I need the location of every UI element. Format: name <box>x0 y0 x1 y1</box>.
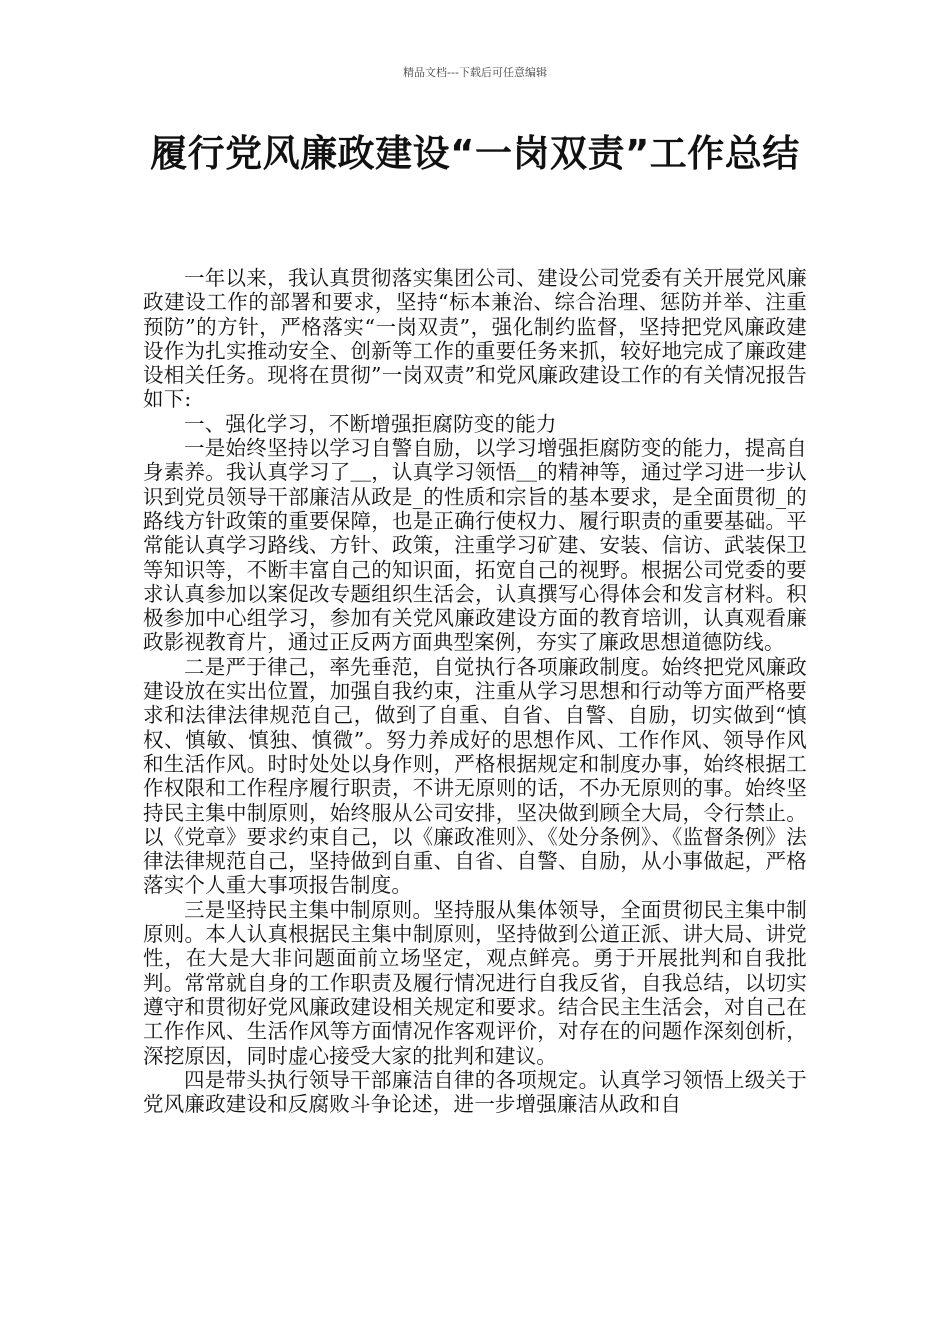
paragraph-point-2: 二是严于律己，率先垂范，自觉执行各项廉政制度。始终把党风廉政建设放在实出位置，加强自我约束，注重从学习思想和行动等方面严格要求和法律法律规范自己，做到了自重、自省、自警、自励，切实做到“慎权、慎敏、慎独、慎微”。努力养成好的思想作风、工作作风、领导作风和生活作风。时时处处以身作则，严格根据规定和制度办事，始终根据工作权限和工作程序履行职责，不讲无原则的话，不办无原则的事。始终坚持民主集中制原则，始终服从公司安排，坚决做到顾全大局，令行禁止。以《党章》要求约束自己，以《廉政准则》、《处分条例》、《监督条例》法律法律规范自己，坚持做到自重、自省、自警、自励，从小事做起，严格落实个人重大事项报告制度。 <box>143 654 807 898</box>
paragraph-point-3: 三是坚持民主集中制原则。坚持服从集体领导，全面贯彻民主集中制原则。本人认真根据民主集中制原则，坚持做到公道正派、讲大局、讲党性，在大是大非问题面前立场坚定，观点鲜亮。勇于开展批判和自我批判。常常就自身的工作职责及履行情况进行自我反省，自我总结，以切实遵守和贯彻好党风廉政建设相关规定和要求。结合民主生活会，对自己在工作作风、生活作风等方面情况作客观评价，对存在的问题作深刻创析，深挖原因，同时虚心接受大家的批判和建议。 <box>143 897 807 1068</box>
paragraph-point-1: 一是始终坚持以学习自警自励，以学习增强拒腐防变的能力，提高自身素养。我认真学习了＿，认真学习领悟＿的精神等，通过学习进一步认识到党员领导干部廉洁从政是_的性质和宗旨的基本要求，是全面贯彻_的路线方针政策的重要保障，也是正确行使权力、履行职责的重要基础。平常能认真学习路线、方针、政策，注重学习矿建、安装、信访、武装保卫等知识等，不断丰富自己的知识面，拓宽自己的视野。根据公司党委的要求认真参加以案促改专题组织生活会，认真撰写心得体会和发言材料。积极参加中心组学习，参加有关党风廉政建设方面的教育培训，认真观看廉政影视教育片，通过正反两方面典型案例，夯实了廉政思想道德防线。 <box>143 436 807 655</box>
page-header-watermark: 精品文档---下载后可任意编辑 <box>403 66 547 79</box>
section-heading-1: 一、强化学习，不断增强拒腐防变的能力 <box>184 411 557 436</box>
document-title: 履行党风廉政建设“一岗双责”工作总结 <box>150 132 800 175</box>
document-body <box>143 266 807 1116</box>
paragraph-intro: 一年以来，我认真贯彻落实集团公司、建设公司党委有关开展党风廉政建设工作的部署和要求，坚持“标本兼治、综合治理、惩防并举、注重预防”的方针，严格落实“一岗双责”，强化制约监督，坚持把党风廉政建设作为扎实推动安全、创新等工作的重要任务来抓，较好地完成了廉政建设相关任务。现将在贯彻”一岗双责”和党风廉政建设工作的有关情况报告如下: <box>143 266 807 412</box>
paragraph-point-4: 四是带头执行领导干部廉洁自律的各项规定。认真学习领悟上级关于党风廉政建设和反腐败斗争论述，进一步增强廉洁从政和自 <box>143 1067 807 1117</box>
